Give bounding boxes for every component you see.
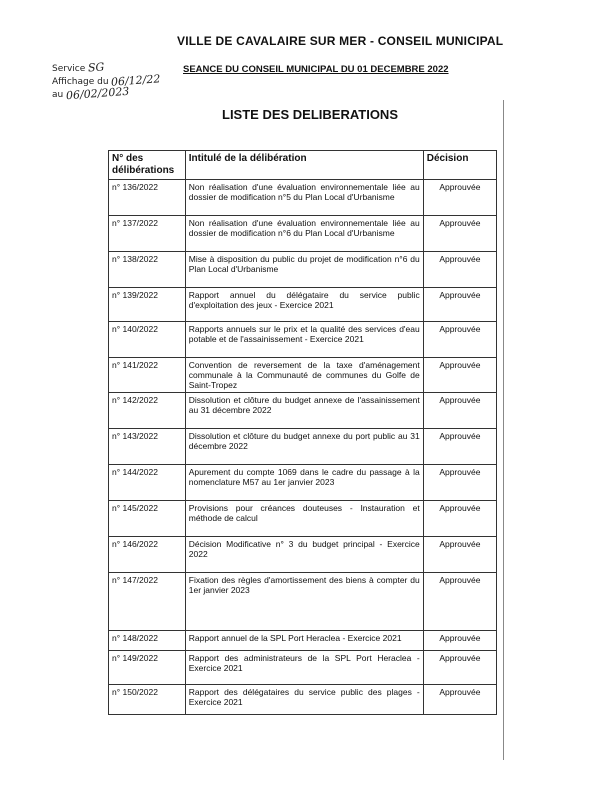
row-number: n° 147/2022 [109,573,186,631]
stamp-service-value: SG [87,60,105,75]
stamp-au-row [52,84,172,103]
row-decision: Approuvée [423,465,496,501]
table-row [109,501,497,537]
row-number: n° 137/2022 [109,216,186,252]
row-decision: Approuvée [423,322,496,358]
margin-rule [503,100,504,760]
row-title: Rapports annuels sur le prix et la qualité des services d'eau potable et de l'assainissement - Exercice 2021 [185,322,423,358]
page-header-title: VILLE DE CAVALAIRE SUR MER - CONSEIL MUNICIPAL [177,34,504,48]
row-number: n° 143/2022 [109,429,186,465]
row-title: Convention de reversement de la taxe d'aménagement communale à la Communauté de communes du Golfe de Saint-Tropez [185,358,423,393]
row-number: n° 150/2022 [109,685,186,715]
table-row [109,393,497,429]
table-row [109,252,497,288]
table-row [109,322,497,358]
row-title: Mise à disposition du public du projet de modification n°6 du Plan Local d'Urbanisme [185,252,423,288]
row-number: n° 146/2022 [109,537,186,573]
row-decision: Approuvée [423,685,496,715]
posting-stamp [52,62,172,101]
row-decision: Approuvée [423,573,496,631]
table-row [109,651,497,685]
stamp-affichage-value: 06/12/22 [111,72,162,89]
deliberations-table [108,150,497,715]
stamp-service-label: Service [52,64,86,74]
row-title: Non réalisation d'une évaluation environnementale liée au dossier de modification n°5 du Plan Local d'Urbanisme [185,180,423,216]
row-number: n° 138/2022 [109,252,186,288]
table-row [109,631,497,651]
session-date-line: SEANCE DU CONSEIL MUNICIPAL DU 01 DECEMBRE 2022 [183,64,449,75]
row-decision: Approuvée [423,393,496,429]
row-number: n° 140/2022 [109,322,186,358]
row-number: n° 148/2022 [109,631,186,651]
row-title: Fixation des règles d'amortissement des biens à compter du 1er janvier 2023 [185,573,423,631]
row-title: Rapport annuel du délégataire du service public d'exploitation des jeux - Exercice 2021 [185,288,423,322]
row-decision: Approuvée [423,288,496,322]
table-row [109,216,497,252]
row-decision: Approuvée [423,651,496,685]
row-decision: Approuvée [423,358,496,393]
row-number: n° 142/2022 [109,393,186,429]
row-number: n° 141/2022 [109,358,186,393]
row-title: Rapport des délégataires du service public des plages - Exercice 2021 [185,685,423,715]
row-decision: Approuvée [423,180,496,216]
stamp-au-label: au [52,90,64,100]
row-title: Rapport annuel de la SPL Port Heraclea - Exercice 2021 [185,631,423,651]
row-number: n° 144/2022 [109,465,186,501]
row-title: Dissolution et clôture du budget annexe de l'assainissement au 31 décembre 2022 [185,393,423,429]
stamp-affichage-label: Affichage du [52,77,109,87]
table-row [109,429,497,465]
row-title: Apurement du compte 1069 dans le cadre du passage à la nomenclature M57 au 1er janvier 2023 [185,465,423,501]
row-title: Non réalisation d'une évaluation environnementale liée au dossier de modification n°6 du Plan Local d'Urbanisme [185,216,423,252]
table-row [109,573,497,631]
row-number: n° 136/2022 [109,180,186,216]
header-title: Intitulé de la délibération [185,151,423,180]
row-decision: Approuvée [423,252,496,288]
list-title: LISTE DES DELIBERATIONS [222,107,398,122]
table-header-row [109,151,497,180]
row-number: n° 145/2022 [109,501,186,537]
row-decision: Approuvée [423,216,496,252]
row-title: Provisions pour créances douteuses - Instauration et méthode de calcul [185,501,423,537]
row-title: Décision Modificative n° 3 du budget principal - Exercice 2022 [185,537,423,573]
header-number: N° des délibérations [109,151,186,180]
table-row [109,180,497,216]
row-number: n° 139/2022 [109,288,186,322]
row-decision: Approuvée [423,501,496,537]
row-number: n° 149/2022 [109,651,186,685]
table-row [109,685,497,715]
header-decision: Décision [423,151,496,180]
table-row [109,358,497,393]
row-title: Rapport des administrateurs de la SPL Port Heraclea - Exercice 2021 [185,651,423,685]
table-row [109,288,497,322]
row-decision: Approuvée [423,429,496,465]
row-decision: Approuvée [423,537,496,573]
stamp-au-value: 06/02/2023 [65,84,130,103]
table-row [109,465,497,501]
row-title: Dissolution et clôture du budget annexe du port public au 31 décembre 2022 [185,429,423,465]
table-row [109,537,497,573]
row-decision: Approuvée [423,631,496,651]
